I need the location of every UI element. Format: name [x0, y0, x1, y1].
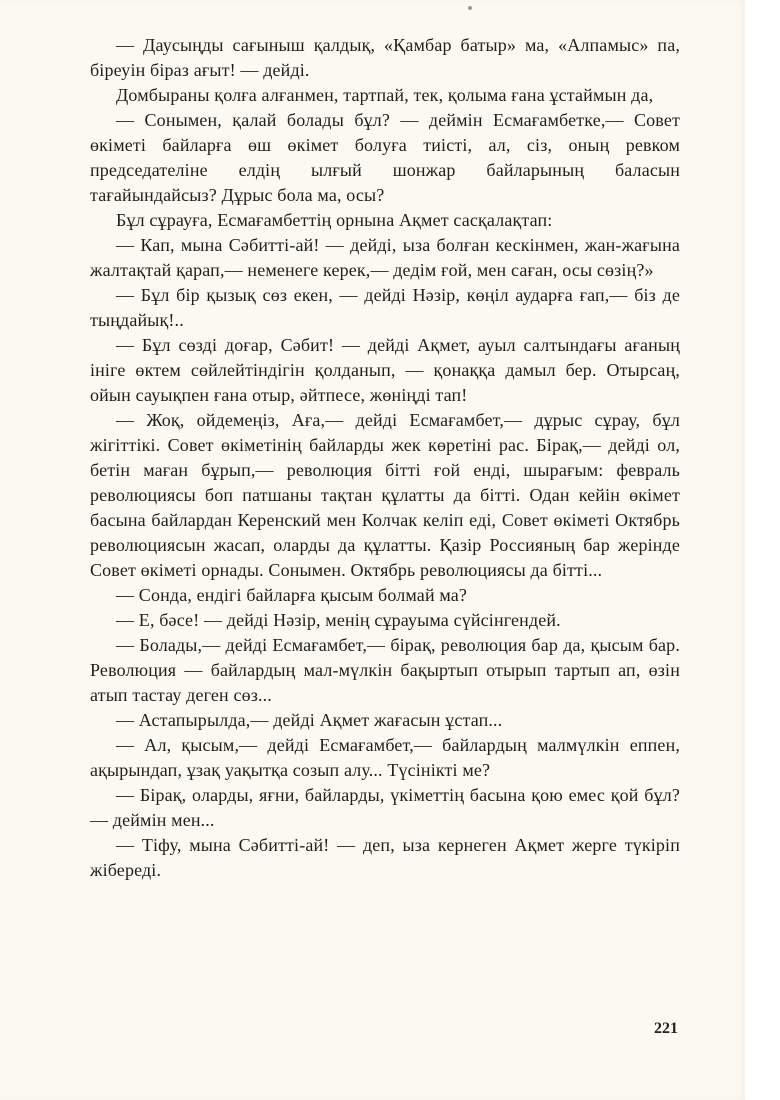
paragraph: — Жоқ, ойдемеңіз, Аға,— дейді Есмағамбет,— дұрыс сұрау, бұл жігіттікі. Совет өкіметінің байларды жек көретіні рас. Бірақ,— дейді ол, бетін маған бұрып,— революция бітті ғой енді, шырағым: февраль революциясы боп патшаны тақтан құлатты да бітті. Одан кейін өкімет басына байлардан Керенский мен Колчак келіп еді, Совет өкіметі Октябрь революциясын жасап, оларды да құлатты. Қазір Россияның бар жерінде Совет өкіметі орнады. Сонымен. Октябрь революциясы да бітті... [90, 410, 680, 580]
paragraph: — Кап, мына Сәбитті-ай! — дейді, ыза болған кескінмен, жан-жағына жалтақтай қарап,— неменеге керек,— дедім ғой, мен саған, осы сөзің?» [90, 235, 680, 280]
paragraph: Домбыраны қолға алғанмен, тартпай, тек, қолыма ғана ұстаймын да, [116, 85, 654, 105]
paragraph: — Сонымен, қалай болады бұл? — деймін Есмағамбетке,— Совет өкіметі байларға өш өкімет болуға тиісті, ал, сіз, оның ревком председателіне елдің ылғый шонжар байларының баласын тағайындайсыз? Дұрыс бола ма, осы? [90, 110, 680, 205]
paragraph: — Сонда, ендігі байларға қысым болмай ма? [116, 585, 468, 605]
paragraph: — Даусыңды сағыныш қалдық, «Қамбар батыр» ма, «Алпамыс» па, біреуін біраз ағыт! — дейді. [90, 35, 680, 80]
paragraph: — Астапырылда,— дейді Ақмет жағасын ұстап... [116, 710, 503, 730]
paragraph: — Болады,— дейді Есмағамбет,— бірақ, революция бар да, қысым бар. Революция — байлардың мал-мүлкін бақыртып отырып тартып ап, өзін атып тастау деген сөз... [90, 635, 680, 705]
paragraph: — Тіфу, мына Сәбитті-ай! — деп, ыза кернеген Ақмет жерге түкіріп жібереді. [90, 835, 680, 880]
paragraph: — Бірақ, оларды, яғни, байларды, үкіметтің басына қою емес қой бұл? — деймін мен... [90, 785, 680, 830]
paragraph: — Бұл сөзді доғар, Сәбит! — дейді Ақмет, ауыл салтындағы ағаның ініге өктем сөйлейтіндігін қолданып, — қонаққа дамыл бер. Отырсаң, ойын сауықпен ғана отыр, әйтпесе, жөніңді тап! [90, 335, 680, 405]
paragraph: — Ал, қысым,— дейді Есмағамбет,— байлардың малмүлкін еппен, ақырындап, ұзақ уақытқа созып алу... Түсінікті ме? [90, 735, 680, 780]
paragraph: — Бұл бір қызық сөз екен, — дейді Нәзір, көңіл аударға ғап,— біз де тыңдайық!.. [90, 285, 680, 330]
paragraph: Бұл сұрауға, Есмағамбеттің орнына Ақмет сасқалақтап: [116, 210, 553, 230]
body-text [90, 33, 680, 883]
page-number: 221 [654, 1020, 678, 1037]
paragraph: — Е, бәсе! — дейді Нәзір, менің сұрауыма сүйсінгендей. [116, 610, 561, 630]
scan-speck [468, 6, 472, 10]
